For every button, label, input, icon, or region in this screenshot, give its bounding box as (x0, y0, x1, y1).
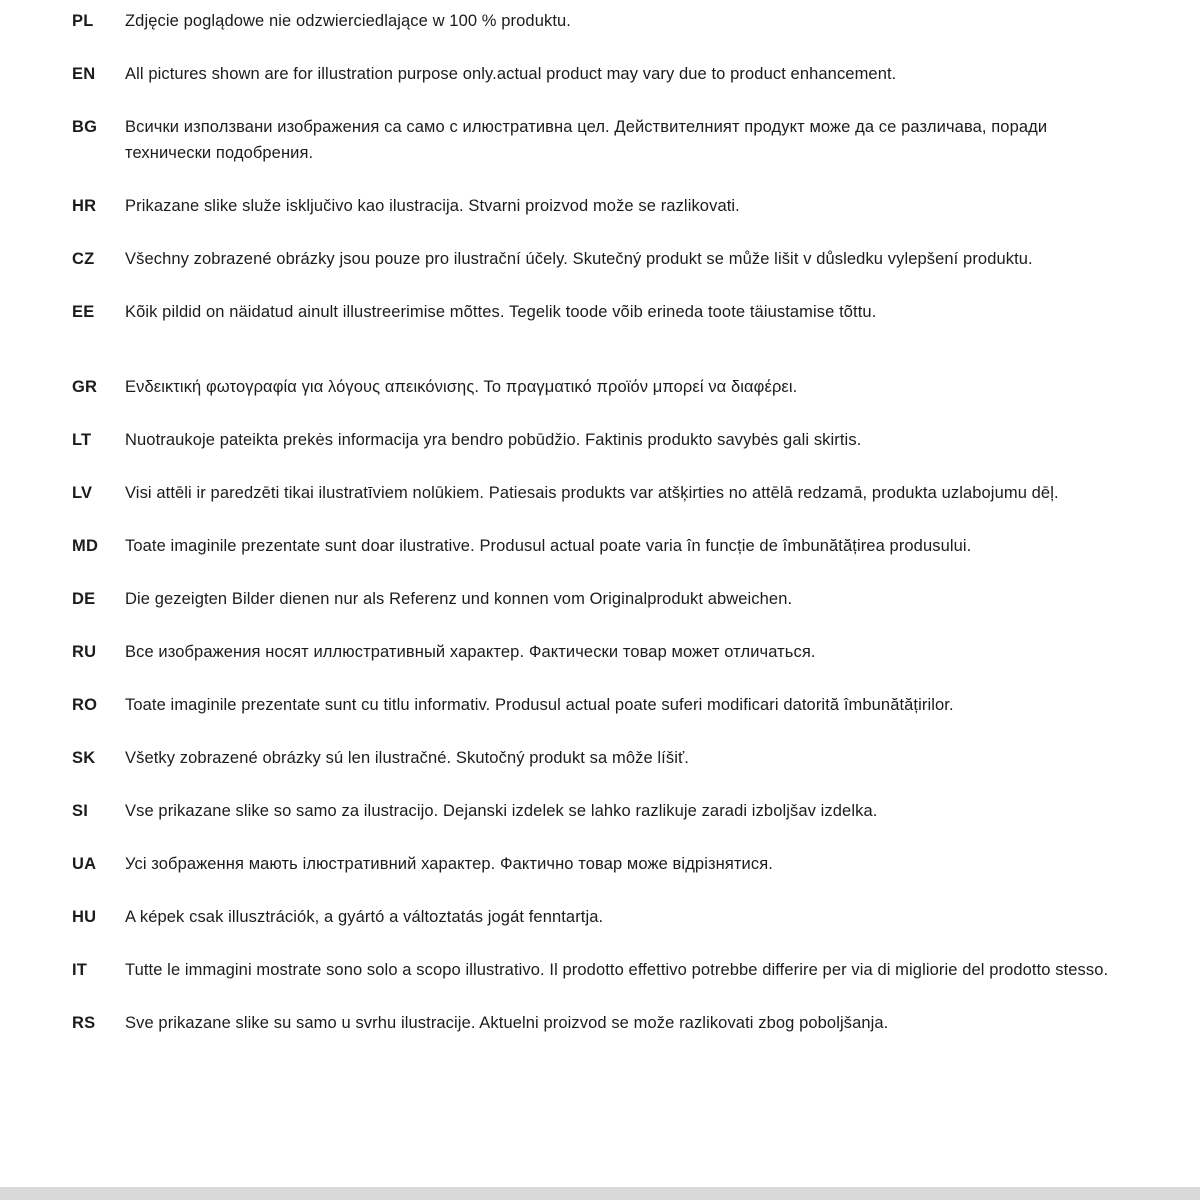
disclaimer-row (72, 427, 1180, 453)
disclaimer-text: Visi attēli ir paredzēti tikai ilustratīviem nolūkiem. Patiesais produkts var atšķirties no attēlā redzamā, produkta uzlabojumu dēļ. (125, 484, 1059, 502)
language-code-label: LV (72, 484, 93, 502)
language-code-label: MD (72, 537, 99, 555)
language-code-label: RO (72, 696, 98, 714)
disclaimer-row (72, 798, 1180, 824)
disclaimer-row (72, 193, 1180, 219)
disclaimer-text: All pictures shown are for illustration purpose only.actual product may vary due to product enhancement. (125, 65, 897, 83)
language-code-label: LT (72, 431, 92, 449)
language-code-label: IT (72, 961, 88, 979)
disclaimer-text: Vse prikazane slike so samo za ilustracijo. Dejanski izdelek se lahko razlikuje zaradi izboljšav izdelka. (125, 802, 878, 820)
disclaimer-text: Tutte le immagini mostrate sono solo a scopo illustrativo. Il prodotto effettivo potrebbe differire per via di migliorie del prodotto stesso. (125, 961, 1109, 979)
disclaimer-text: Всички използвани изображения са само с илюстративна цел. Действителният продукт може да се различава, поради технически подобрения. (125, 118, 1048, 162)
disclaimer-text: Sve prikazane slike su samo u svrhu ilustracije. Aktuelni proizvod se može razlikovati zbog poboljšanja. (125, 1014, 889, 1032)
disclaimer-row (72, 745, 1180, 771)
language-code-label: RS (72, 1014, 96, 1032)
disclaimer-row-list (72, 8, 1180, 1063)
disclaimer-row (72, 480, 1180, 506)
language-code-label: SK (72, 749, 96, 767)
disclaimer-row (72, 246, 1180, 272)
disclaimer-row (72, 586, 1180, 612)
disclaimer-row (72, 61, 1180, 87)
disclaimer-text: Все изображения носят иллюстративный характер. Фактически товар может отличаться. (125, 643, 816, 661)
language-code-label: EE (72, 303, 95, 321)
disclaimer-text: A képek csak illusztrációk, a gyártó a változtatás jogát fenntartja. (125, 908, 604, 926)
disclaimer-text: Toate imaginile prezentate sunt cu titlu informativ. Produsul actual poate suferi modificari datorită îmbunătățirilor. (125, 696, 954, 714)
language-code-label: UA (72, 855, 97, 873)
language-code-label: DE (72, 590, 96, 608)
disclaimer-row (72, 904, 1180, 930)
language-code-label: HR (72, 197, 97, 215)
disclaimer-text: Zdjęcie poglądowe nie odzwierciedlające w 100 % produktu. (125, 12, 571, 30)
language-code-label: CZ (72, 250, 95, 268)
disclaimer-text: Prikazane slike služe isključivo kao ilustracija. Stvarni proizvod može se razlikovati. (125, 197, 740, 215)
disclaimer-row (72, 299, 1180, 325)
disclaimer-text: Усі зображення мають ілюстративний характер. Фактично товар може відрізнятися. (125, 855, 773, 873)
language-code-label: RU (72, 643, 97, 661)
disclaimer-row (72, 851, 1180, 877)
disclaimer-row (72, 8, 1180, 34)
disclaimer-text: Ενδεικτική φωτογραφία για λόγους απεικόνισης. Το πραγματικό προϊόν μπορεί να διαφέρει. (125, 378, 798, 396)
disclaimer-row (72, 374, 1180, 400)
language-code-label: SI (72, 802, 88, 820)
language-code-label: EN (72, 65, 96, 83)
disclaimer-row (72, 114, 1180, 166)
disclaimer-text: Nuotraukoje pateikta prekės informacija yra bendro pobūdžio. Faktinis produkto savybės gali skirtis. (125, 431, 862, 449)
language-code-label: BG (72, 118, 98, 136)
language-code-label: GR (72, 378, 98, 396)
disclaimer-text: Die gezeigten Bilder dienen nur als Referenz und konnen vom Originalprodukt abweichen. (125, 590, 793, 608)
disclaimer-text: Všetky zobrazené obrázky sú len ilustračné. Skutočný produkt sa môže líšiť. (125, 749, 689, 767)
disclaimer-row (72, 957, 1180, 983)
disclaimer-text: Všechny zobrazené obrázky jsou pouze pro ilustrační účely. Skutečný produkt se může lišit v důsledku vylepšení produktu. (125, 250, 1033, 268)
disclaimer-text: Toate imaginile prezentate sunt doar ilustrative. Produsul actual poate varia în funcție de îmbunătățirea produsului. (125, 537, 972, 555)
language-code-label: PL (72, 12, 94, 30)
disclaimer-row (72, 692, 1180, 718)
bottom-gray-bar (0, 1187, 1200, 1200)
language-code-label: HU (72, 908, 97, 926)
disclaimer-text: Kõik pildid on näidatud ainult illustreerimise mõttes. Tegelik toode võib erineda toote täiustamise tõttu. (125, 303, 877, 321)
disclaimer-row (72, 639, 1180, 665)
disclaimer-row (72, 533, 1180, 559)
disclaimer-row (72, 1010, 1180, 1036)
